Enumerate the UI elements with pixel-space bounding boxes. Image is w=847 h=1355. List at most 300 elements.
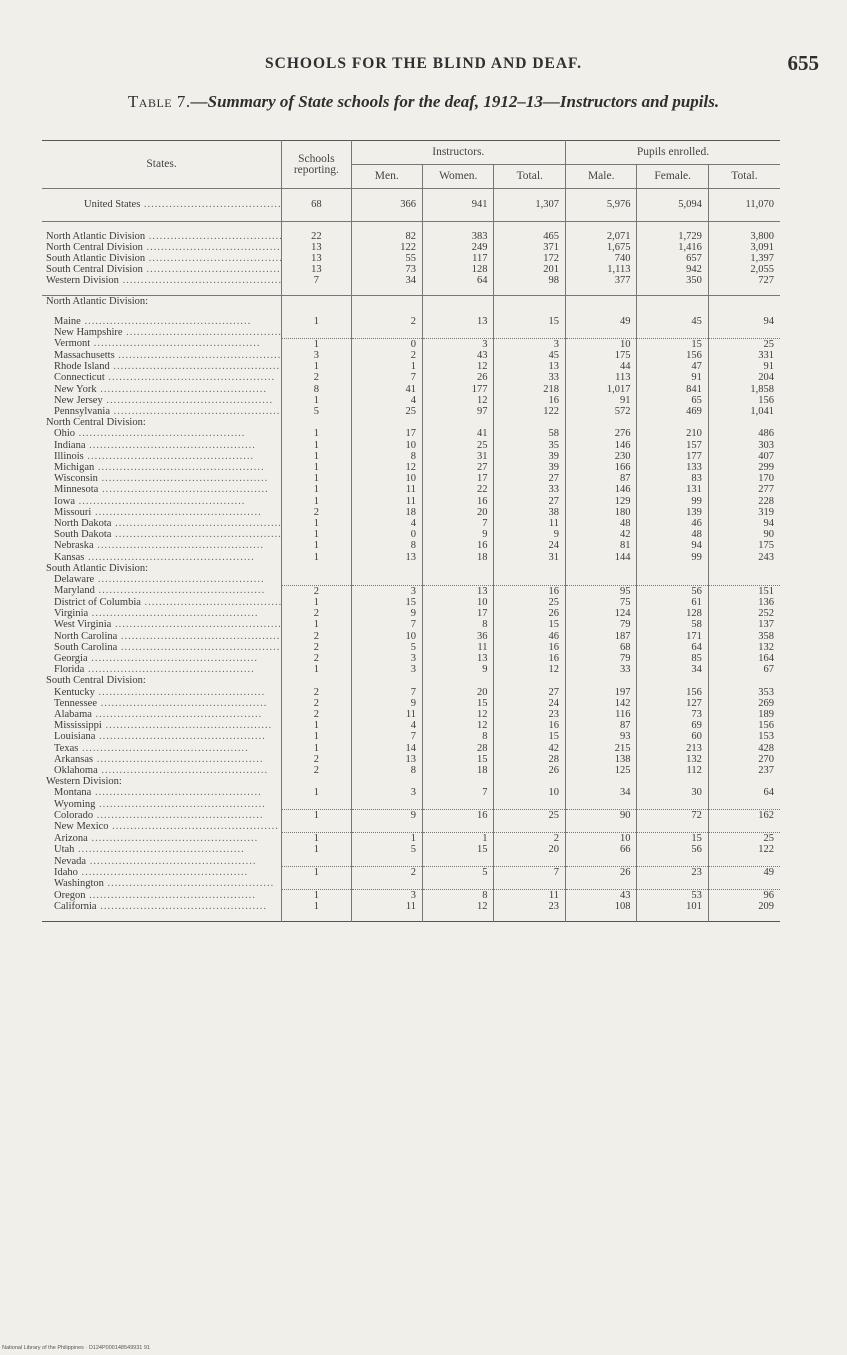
state-row (42, 350, 780, 361)
cell-schools: 1 (282, 720, 351, 731)
row-label-text: United States ..... (84, 199, 282, 210)
row-label-text: Indiana ..... (54, 440, 256, 451)
cell-total-p (708, 327, 780, 338)
cell-female (637, 574, 708, 585)
cell-schools: 1 (282, 619, 351, 630)
cell-female: 350 (637, 275, 708, 295)
cell-total-i (494, 295, 566, 307)
state-row (42, 307, 780, 327)
cell-total-p: 96 (708, 890, 780, 902)
row-label (42, 867, 282, 879)
row-label (42, 731, 282, 742)
cell-male: 10 (565, 338, 636, 350)
cell-schools: 13 (282, 264, 351, 275)
cell-total-p: 1,397 (708, 253, 780, 264)
cell-women: 13 (423, 585, 494, 597)
cell-women: 16 (423, 540, 494, 551)
table-caption (0, 92, 847, 112)
cell-female: 469 (637, 406, 708, 417)
row-label (42, 275, 282, 295)
cell-female: 53 (637, 890, 708, 902)
cell-men: 4 (351, 518, 422, 529)
cell-male: 26 (565, 867, 636, 879)
cell-male: 108 (565, 901, 636, 921)
cell-schools: 1 (282, 428, 351, 439)
cell-women: 13 (423, 653, 494, 664)
cell-female: 15 (637, 338, 708, 350)
cell-women: 25 (423, 440, 494, 451)
cell-total-i: 10 (494, 787, 566, 798)
row-label (42, 496, 282, 507)
cell-total-i: 16 (494, 395, 566, 406)
cell-total-i: 24 (494, 540, 566, 551)
cell-male: 230 (565, 451, 636, 462)
cell-male: 34 (565, 787, 636, 798)
cell-women: 26 (423, 372, 494, 383)
cell-women (423, 417, 494, 428)
cell-male: 1,017 (565, 384, 636, 395)
row-label (42, 574, 282, 585)
row-label (42, 765, 282, 776)
cell-men: 2 (351, 867, 422, 879)
state-row (42, 338, 780, 350)
cell-women: 43 (423, 350, 494, 361)
cell-women: 16 (423, 810, 494, 822)
cell-total-i: 16 (494, 642, 566, 653)
cell-total-p: 122 (708, 844, 780, 855)
cell-women (423, 574, 494, 585)
row-label (42, 844, 282, 855)
row-label (42, 440, 282, 451)
cell-female (637, 563, 708, 574)
cell-total-i (494, 821, 566, 832)
row-label (42, 810, 282, 822)
cell-women: 5 (423, 867, 494, 879)
cell-men: 3 (351, 664, 422, 675)
row-label-text: Georgia ..... (54, 653, 258, 664)
row-label-text: South Dakota ..... (54, 529, 282, 540)
row-label-text: Alabama ..... (54, 709, 262, 720)
cell-schools: 2 (282, 507, 351, 518)
row-label (42, 507, 282, 518)
cell-women: 27 (423, 462, 494, 473)
cell-male: 95 (565, 585, 636, 597)
cell-schools: 2 (282, 372, 351, 383)
state-row (42, 631, 780, 642)
cell-female: 112 (637, 765, 708, 776)
cell-men (351, 417, 422, 428)
row-label-text: North Dakota ..... (54, 518, 282, 529)
cell-schools: 2 (282, 653, 351, 664)
cell-women: 13 (423, 307, 494, 327)
cell-men (351, 327, 422, 338)
cell-female: 69 (637, 720, 708, 731)
cell-total-i (494, 856, 566, 867)
cell-men: 0 (351, 529, 422, 540)
cell-male: 79 (565, 653, 636, 664)
cell-total-i: 20 (494, 844, 566, 855)
cell-schools (282, 878, 351, 889)
row-label (42, 395, 282, 406)
state-row (42, 518, 780, 529)
cell-schools: 1 (282, 901, 351, 921)
cell-women: 9 (423, 529, 494, 540)
row-label (42, 664, 282, 675)
cell-women (423, 563, 494, 574)
cell-total-i: 39 (494, 462, 566, 473)
cell-schools: 1 (282, 440, 351, 451)
cell-total-p: 67 (708, 664, 780, 675)
state-row (42, 384, 780, 395)
cell-men: 11 (351, 484, 422, 495)
cell-women: 64 (423, 275, 494, 295)
cell-men: 7 (351, 687, 422, 698)
cell-total-i: 11 (494, 518, 566, 529)
row-label-text: West Virginia ..... (54, 619, 282, 630)
row-label-text: Idaho ..... (54, 867, 248, 878)
cell-women: 15 (423, 754, 494, 765)
cell-women: 7 (423, 518, 494, 529)
row-label-text: Maine ..... (54, 316, 251, 327)
cell-men: 5 (351, 844, 422, 855)
cell-female (637, 327, 708, 338)
cell-male (565, 856, 636, 867)
col-header-men: Men. (351, 165, 422, 189)
row-label (42, 451, 282, 462)
cell-women: 20 (423, 507, 494, 518)
cell-total-p: 269 (708, 698, 780, 709)
cell-female: 45 (637, 307, 708, 327)
division-row (42, 242, 780, 253)
cell-female: 132 (637, 754, 708, 765)
cell-men (351, 821, 422, 832)
cell-total-i: 24 (494, 698, 566, 709)
cell-total-i (494, 574, 566, 585)
col-header-pupils: Pupils enrolled. (565, 141, 780, 165)
cell-men: 7 (351, 731, 422, 742)
state-row (42, 552, 780, 563)
cell-female: 157 (637, 440, 708, 451)
cell-men: 2 (351, 350, 422, 361)
cell-schools (282, 417, 351, 428)
cell-men (351, 295, 422, 307)
cell-male: 276 (565, 428, 636, 439)
row-label (42, 743, 282, 754)
united-states-row (42, 189, 780, 221)
row-label (42, 709, 282, 720)
row-label (42, 221, 282, 242)
row-label-text: Oregon ..... (54, 890, 256, 901)
cell-male: 129 (565, 496, 636, 507)
cell-schools: 1 (282, 833, 351, 845)
cell-female: 61 (637, 597, 708, 608)
cell-total-i: 35 (494, 440, 566, 451)
cell-women: 177 (423, 384, 494, 395)
cell-female: 101 (637, 901, 708, 921)
cell-total-p: 153 (708, 731, 780, 742)
cell-total-i: 38 (494, 507, 566, 518)
cell-male (565, 776, 636, 787)
cell-male (565, 563, 636, 574)
row-label (42, 890, 282, 902)
cell-women: 941 (423, 189, 494, 221)
cell-men (351, 856, 422, 867)
cell-total-p: 162 (708, 810, 780, 822)
cell-women: 22 (423, 484, 494, 495)
cell-male: 142 (565, 698, 636, 709)
cell-male: 49 (565, 307, 636, 327)
cell-total-p (708, 574, 780, 585)
cell-total-i: 12 (494, 664, 566, 675)
cell-total-p: 299 (708, 462, 780, 473)
state-row (42, 642, 780, 653)
cell-women: 97 (423, 406, 494, 417)
state-row (42, 698, 780, 709)
cell-schools (282, 295, 351, 307)
cell-total-i: 27 (494, 496, 566, 507)
state-row (42, 496, 780, 507)
cell-female: 127 (637, 698, 708, 709)
state-row (42, 664, 780, 675)
cell-schools: 2 (282, 698, 351, 709)
cell-total-p: 1,858 (708, 384, 780, 395)
cell-total-p: 136 (708, 597, 780, 608)
cell-male: 75 (565, 597, 636, 608)
row-label-text: Missouri ..... (54, 507, 262, 518)
cell-total-p: 156 (708, 395, 780, 406)
state-row (42, 619, 780, 630)
cell-total-i: 26 (494, 608, 566, 619)
state-row (42, 428, 780, 439)
cell-total-p: 132 (708, 642, 780, 653)
cell-female (637, 675, 708, 686)
cell-total-p: 156 (708, 720, 780, 731)
state-row (42, 890, 780, 902)
cell-men: 8 (351, 765, 422, 776)
cell-schools (282, 327, 351, 338)
cell-men: 17 (351, 428, 422, 439)
state-row (42, 720, 780, 731)
row-label (42, 406, 282, 417)
row-label-text: Oklahoma ..... (54, 765, 268, 776)
cell-female: 85 (637, 653, 708, 664)
cell-women (423, 878, 494, 889)
row-label (42, 372, 282, 383)
cell-female: 942 (637, 264, 708, 275)
row-label-text: Nevada ..... (54, 856, 256, 867)
cell-schools: 2 (282, 687, 351, 698)
cell-total-p (708, 417, 780, 428)
cell-women: 8 (423, 731, 494, 742)
row-label-text: Western Division: (46, 776, 122, 788)
section-heading (42, 417, 780, 428)
cell-schools (282, 799, 351, 810)
cell-total-p (708, 675, 780, 686)
cell-male (565, 295, 636, 307)
row-label-text: New Jersey ..... (54, 395, 273, 406)
cell-women: 117 (423, 253, 494, 264)
cell-total-i (494, 776, 566, 787)
cell-female: 1,416 (637, 242, 708, 253)
state-row (42, 327, 780, 338)
cell-men: 9 (351, 698, 422, 709)
state-row (42, 540, 780, 551)
cell-female: 177 (637, 451, 708, 462)
state-row (42, 585, 780, 597)
state-row (42, 507, 780, 518)
cell-women: 128 (423, 264, 494, 275)
row-label (42, 529, 282, 540)
cell-total-p: 175 (708, 540, 780, 551)
state-row (42, 440, 780, 451)
row-label-text: Ohio ..... (54, 428, 245, 439)
cell-men: 9 (351, 810, 422, 822)
cell-total-p: 407 (708, 451, 780, 462)
cell-female (637, 776, 708, 787)
row-label (42, 552, 282, 563)
cell-schools: 2 (282, 709, 351, 720)
cell-total-i: 39 (494, 451, 566, 462)
cell-female (637, 856, 708, 867)
row-label-text: Colorado ..... (54, 810, 263, 821)
cell-schools: 1 (282, 496, 351, 507)
cell-women: 12 (423, 361, 494, 372)
cell-men: 12 (351, 462, 422, 473)
cell-schools: 2 (282, 765, 351, 776)
col-header-total-pupils: Total. (708, 165, 780, 189)
cell-schools: 7 (282, 275, 351, 295)
cell-schools: 1 (282, 307, 351, 327)
cell-total-i: 15 (494, 307, 566, 327)
cell-schools: 2 (282, 631, 351, 642)
cell-total-p: 243 (708, 552, 780, 563)
cell-total-i: 465 (494, 221, 566, 242)
cell-total-i: 26 (494, 765, 566, 776)
cell-men: 82 (351, 221, 422, 242)
cell-women: 3 (423, 338, 494, 350)
cell-female (637, 878, 708, 889)
row-label-text: Kansas ..... (54, 552, 255, 563)
cell-total-p: 94 (708, 518, 780, 529)
cell-total-i: 25 (494, 810, 566, 822)
col-header-states: States. (42, 141, 282, 189)
cell-women: 383 (423, 221, 494, 242)
cell-male: 87 (565, 473, 636, 484)
cell-total-i: 27 (494, 473, 566, 484)
cell-total-i: 16 (494, 720, 566, 731)
row-label (42, 754, 282, 765)
row-label-text: North Central Division: (46, 417, 146, 429)
cell-total-p: 727 (708, 275, 780, 295)
row-label (42, 687, 282, 698)
row-label-text: Arizona ..... (54, 833, 258, 844)
cell-total-p: 486 (708, 428, 780, 439)
cell-total-i: 15 (494, 619, 566, 630)
row-label-text: Delaware ..... (54, 574, 265, 585)
cell-men: 4 (351, 720, 422, 731)
row-label-text: Connecticut ..... (54, 372, 275, 383)
cell-female: 156 (637, 350, 708, 361)
cell-total-i: 371 (494, 242, 566, 253)
row-label (42, 585, 282, 597)
cell-male: 91 (565, 395, 636, 406)
cell-male: 1,675 (565, 242, 636, 253)
cell-male: 68 (565, 642, 636, 653)
cell-male: 48 (565, 518, 636, 529)
cell-schools: 1 (282, 552, 351, 563)
row-label-text: Texas ..... (54, 743, 249, 754)
cell-male: 125 (565, 765, 636, 776)
cell-female: 73 (637, 709, 708, 720)
cell-schools: 1 (282, 540, 351, 551)
row-label-text: Wyoming ..... (54, 799, 266, 810)
cell-total-p: 204 (708, 372, 780, 383)
cell-male (565, 417, 636, 428)
cell-women: 17 (423, 473, 494, 484)
cell-women: 249 (423, 242, 494, 253)
cell-female: 58 (637, 619, 708, 630)
row-label-text: South Central Division ..... (46, 264, 282, 275)
cell-total-p: 170 (708, 473, 780, 484)
cell-women: 20 (423, 687, 494, 698)
col-header-instructors: Instructors. (351, 141, 565, 165)
cell-schools (282, 675, 351, 686)
row-label (42, 462, 282, 473)
cell-total-p: 209 (708, 901, 780, 921)
cell-female: 15 (637, 833, 708, 845)
cell-total-p: 331 (708, 350, 780, 361)
cell-schools: 1 (282, 597, 351, 608)
cell-total-i: 15 (494, 731, 566, 742)
cell-total-i: 31 (494, 552, 566, 563)
cell-men: 18 (351, 507, 422, 518)
table-caption-lead: Table 7. (127, 92, 191, 111)
cell-schools: 8 (282, 384, 351, 395)
cell-women: 12 (423, 901, 494, 921)
row-label-text: District of Columbia ..... (54, 597, 282, 608)
cell-total-p: 25 (708, 338, 780, 350)
cell-men: 34 (351, 275, 422, 295)
row-label-text: Iowa ..... (54, 496, 245, 507)
cell-total-p: 164 (708, 653, 780, 664)
cell-men: 366 (351, 189, 422, 221)
cell-total-i (494, 675, 566, 686)
cell-schools: 1 (282, 787, 351, 798)
cell-men: 9 (351, 608, 422, 619)
page-number: 655 (787, 51, 819, 75)
cell-men: 8 (351, 451, 422, 462)
cell-women: 7 (423, 787, 494, 798)
cell-total-p (708, 856, 780, 867)
cell-male: 93 (565, 731, 636, 742)
cell-total-i: 13 (494, 361, 566, 372)
cell-total-p: 1,041 (708, 406, 780, 417)
row-label (42, 675, 282, 686)
cell-male (565, 574, 636, 585)
row-label (42, 631, 282, 642)
cell-female: 213 (637, 743, 708, 754)
cell-total-p: 353 (708, 687, 780, 698)
cell-total-p: 428 (708, 743, 780, 754)
row-label-text: Florida ..... (54, 664, 255, 675)
cell-men (351, 776, 422, 787)
cell-total-i (494, 878, 566, 889)
cell-schools: 1 (282, 518, 351, 529)
cell-men: 14 (351, 743, 422, 754)
cell-schools (282, 821, 351, 832)
row-label (42, 189, 282, 221)
cell-female: 128 (637, 608, 708, 619)
